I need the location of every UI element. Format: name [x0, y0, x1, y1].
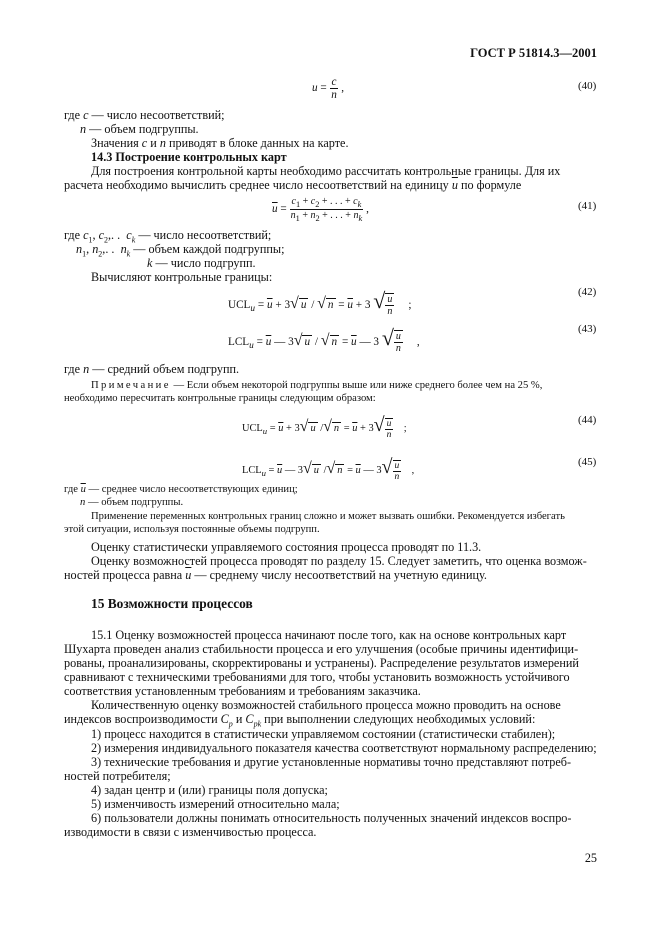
document-header: ГОСТ Р 51814.3—2001: [470, 46, 597, 60]
definition-line: k — число подгрупп.: [147, 256, 256, 270]
equation-43: $LCL_u = \overline{u}$ — 3√ u / √ $n = \overline{u}$ — 3 √ $\frac{u}{n}$ ,: [228, 325, 420, 355]
definition-line: Значения c и n приводят в блоке данных на карте.: [91, 136, 349, 150]
paragraph-line: Вычисляют контрольные границы:: [91, 270, 273, 284]
page-number: 25: [584, 851, 597, 865]
section-heading: 15 Возможности процессов: [91, 596, 253, 611]
equation-number-41: (41): [578, 200, 597, 212]
note-line: этой ситуации, используя постоянные объемы подгрупп.: [64, 524, 320, 535]
list-item: 5) изменчивость измерений относительно мала;: [91, 797, 340, 811]
definition-line: n — объем подгруппы.: [80, 497, 184, 508]
list-item: 1) процесс находится в статистически управляемом состоянии (статистически стабилен);: [91, 727, 556, 741]
definition-line: где c — число несоответствий;: [64, 108, 225, 122]
equation-number-43: (43): [578, 323, 597, 335]
list-item: изводимости в связи с изменчивостью процесса.: [64, 825, 317, 839]
equation-44: $UCL_u = \overline{u} + 3√$ u /√ $n = \overline{u} + 3√$ $\frac{u}{n}$ ;: [242, 414, 407, 440]
list-item: 2) измерения индивидуального показателя качества соответствуют нормальному распределению;: [91, 741, 597, 755]
list-item: ностей потребителя;: [64, 769, 171, 783]
list-item: 4) задан центр и (или) границы поля допуска;: [91, 783, 328, 797]
equation-40: u = $\frac{c}{n}$ ,: [312, 76, 345, 101]
paragraph-line: Количественную оценку возможностей стабильного процесса можно проводить на основе: [91, 698, 561, 712]
paragraph-line: Для построения контрольной карты необходимо рассчитать контрольные границы. Для их: [91, 164, 561, 178]
note-line: необходимо пересчитать контрольные границы следующим образом:: [64, 393, 376, 404]
note-line: Применение переменных контрольных границ сложно и может вызвать ошибки. Рекомендуется избегать: [91, 511, 565, 522]
definition-line: n — объем подгруппы.: [80, 122, 199, 136]
list-item: 3) технические требования и другие установленные нормативы точно представляют потреб-: [91, 755, 572, 769]
paragraph-line: соответствия установленным требованиям и требованиям заказчика.: [64, 684, 421, 698]
section-heading: 14.3 Построение контрольных карт: [91, 150, 287, 164]
paragraph-line: сравнивают с техническими требованиями для того, чтобы установить возможность устойчивого: [64, 670, 570, 684]
definition-line: $n_1$, $n_2$,. . $n_k$ — объем каждой подгруппы;: [76, 242, 285, 259]
paragraph-line: индексов воспроизводимости $C_p$ и $C_{pk}$ при выполнении следующих необходимых условий:: [64, 712, 536, 729]
note-line: Примечание — Если объем некоторой подгруппы выше или ниже среднего более чем на 25 %,: [91, 380, 543, 391]
definition-line: где $\overline{u}$ — среднее число несоответствующих единиц;: [64, 484, 298, 495]
paragraph-line: Шухарта проведен анализ стабильности процесса и его улучшения (особые причины идентифици-: [64, 642, 579, 656]
list-item: 6) пользователи должны понимать относительность полученных значений индексов воспро-: [91, 811, 572, 825]
equation-42: $UCL_u = \overline{u} + 3√$ u / √ $n = \overline{u} + 3$ √ $\frac{u}{n}$ ;: [228, 288, 412, 318]
note-label: Примечание: [91, 380, 171, 391]
equation-number-45: (45): [578, 456, 597, 468]
paragraph-line: рованы, проанализированы, скорректированы и устранены). Распределение результатов измерений: [64, 656, 579, 670]
paragraph-line: 15.1 Оценку возможностей процесса начинают после того, как на основе контрольных карт: [91, 628, 567, 642]
equation-45: $LCL_u = \overline{u}$ — 3√ u /√ $n = \overline{u}$ — 3√ $\frac{u}{n}$ ,: [242, 456, 415, 482]
paragraph-line: Оценку возможностей процесса проводят по разделу 15. Следует заметить, что оценка возмож-: [91, 554, 587, 568]
definition-line: где n — средний объем подгрупп.: [64, 362, 240, 376]
paragraph-line: расчета необходимо вычислить среднее число несоответствий на единицу $\overline{u}$ по формуле: [64, 178, 522, 192]
paragraph-line: ностей процесса равна $\overline{u}$ — среднему числу несоответствий на учетную единицу.: [64, 568, 487, 582]
equation-number-40: (40): [578, 80, 597, 92]
definition-line: где $c_1$, $c_2$,. . $c_k$ — число несоответствий;: [64, 228, 272, 245]
equation-number-44: (44): [578, 414, 597, 426]
equation-41: $\overline{u}$ = $\frac{c_1 + c_2 + . . . + c_k}{n_1 + n_2 + . . . + n_k}$ ,: [272, 196, 369, 223]
paragraph-line: Оценку статистически управляемого состояния процесса проводят по 11.3.: [91, 540, 482, 554]
equation-number-42: (42): [578, 286, 597, 298]
